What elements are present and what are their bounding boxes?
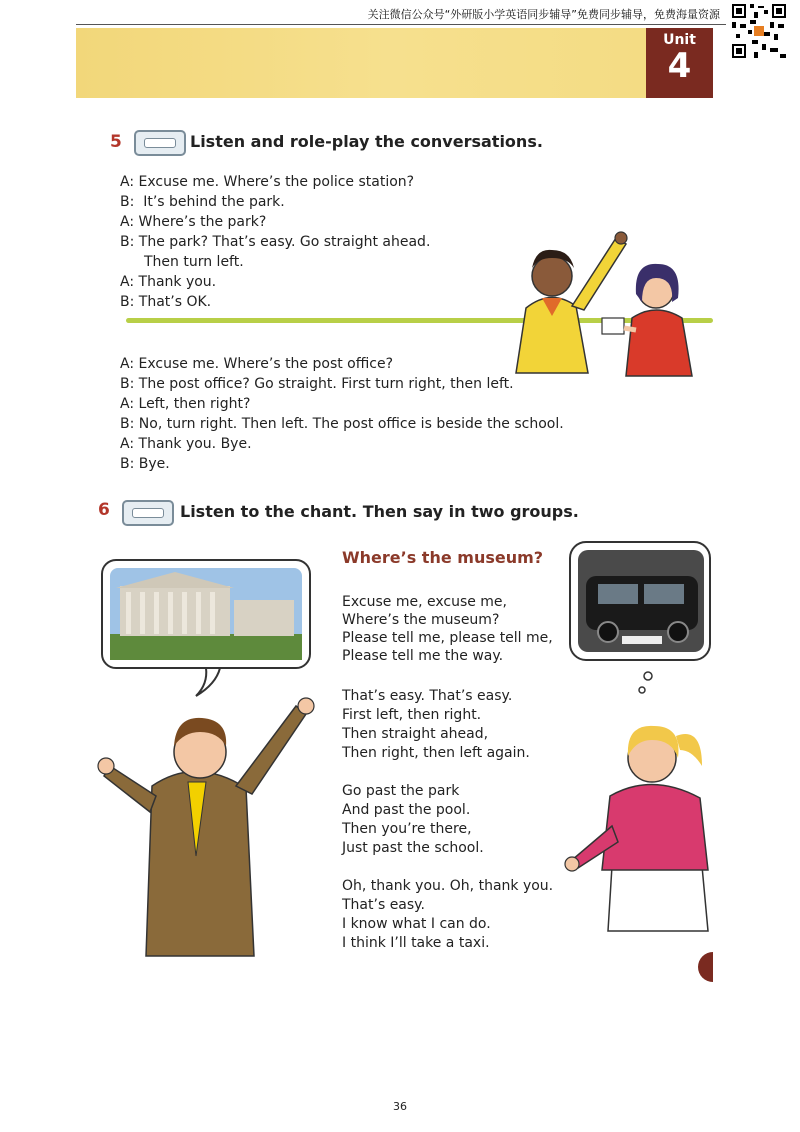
dialogue-line [144,254,244,270]
textbook-page [76,28,713,986]
dialogue-line [120,214,266,230]
line-text: Where’s the park? [138,214,267,230]
page-tab-marker [698,952,713,982]
speaker: B: [120,456,135,472]
dialogue-line [120,436,252,452]
speaker: B: [120,294,135,310]
unit-number: 4 [667,46,692,86]
header-note: 关注微信公众号“外研版小学英语同步辅导”免费同步辅导，免费海量资源 [367,8,720,21]
dialogue-line [120,194,285,210]
dialogue-line [120,174,414,190]
cassette-icon[interactable] [122,500,174,526]
unit-banner [76,28,646,98]
chant-line: Please tell me the way. [342,648,504,664]
speaker: B: [120,376,135,392]
chant-line: Oh, thank you. Oh, thank you. [342,878,554,894]
chant-line: Then you’re there, [342,821,472,837]
section-6-number: 6 [98,500,110,520]
line-text: It’s behind the park. [143,194,285,210]
chant-line: First left, then right. [342,707,482,723]
line-text: Left, then right? [138,396,251,412]
dialogue-line [120,416,564,432]
girl-thinking-taxi-illustration [552,536,713,956]
section-5-number: 5 [110,132,122,152]
chant-line: Go past the park [342,783,460,799]
header-rule [76,24,726,25]
dialogue-line [120,396,250,412]
chant-line: Excuse me, excuse me, [342,594,507,610]
line-text: Thank you. Bye. [138,436,252,452]
line-text: The post office? Go straight. First turn right, then left. [138,376,514,392]
dialogue-line [120,274,216,290]
speaker: B: [120,194,135,210]
speaker: A: [120,214,135,230]
chant-line: Please tell me, please tell me, [342,630,553,646]
speaker: A: [120,436,135,452]
chant-line: Then straight ahead, [342,726,489,742]
chant-line: I know what I can do. [342,916,491,932]
section-6-title: Listen to the chant. Then say in two groups. [180,502,579,521]
speaker: A: [120,396,135,412]
man-pointing-museum-illustration [96,556,326,976]
speaker: A: [120,174,135,190]
unit-label: Unit [663,32,696,48]
unit-badge [646,28,713,98]
asking-directions-illustration [506,198,713,378]
line-text: Then turn left. [144,254,244,270]
line-text: Excuse me. Where’s the police station? [138,174,415,190]
line-text: That’s OK. [138,294,212,310]
chant-line: Then right, then left again. [342,745,530,761]
speaker: A: [120,356,135,372]
dialogue-line [120,356,393,372]
chant-line: And past the pool. [342,802,471,818]
qr-code-icon [730,2,788,60]
line-text: The park? That’s easy. Go straight ahead. [138,234,431,250]
chant-line: That’s easy. That’s easy. [342,688,513,704]
dialogue-line [120,234,430,250]
speaker: B: [120,234,135,250]
line-text: Excuse me. Where’s the post office? [138,356,394,372]
section-5-title: Listen and role-play the conversations. [190,132,543,151]
speaker: B: [120,416,135,432]
chant-line: I think I’ll take a taxi. [342,935,490,951]
dialogue-line [120,294,211,310]
speaker: A: [120,274,135,290]
line-text: No, turn right. Then left. The post office is beside the school. [138,416,564,432]
dialogue-line [120,456,170,472]
line-text: Thank you. [138,274,217,290]
page-number: 36 [393,1100,407,1113]
chant-line: That’s easy. [342,897,425,913]
line-text: Bye. [138,456,170,472]
chant-line: Where’s the museum? [342,612,500,628]
dialogue-line [120,376,514,392]
chant-line: Just past the school. [342,840,484,856]
cassette-icon[interactable] [134,130,186,156]
chant-title: Where’s the museum? [342,548,544,567]
